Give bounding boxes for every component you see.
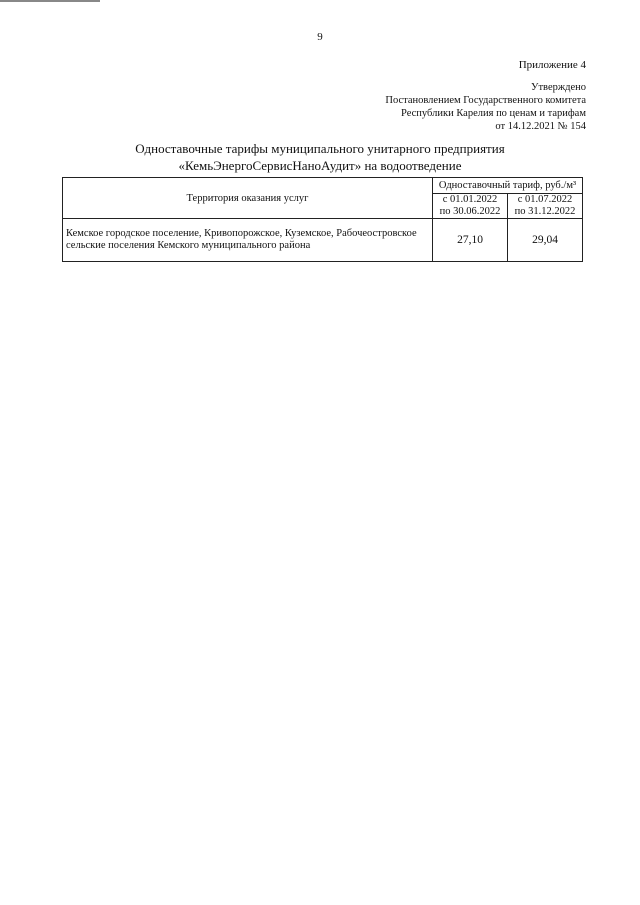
- appendix-label: Приложение 4: [518, 59, 586, 71]
- column-header-tariff: Одноставочный тариф, руб./м³: [433, 178, 583, 194]
- approval-block: [385, 81, 586, 133]
- table-row: [63, 219, 583, 262]
- period-to: по 30.06.2022: [439, 206, 501, 217]
- tariff-value-cell: 27,10: [433, 219, 508, 262]
- period-from: с 01.07.2022: [517, 194, 573, 205]
- period-header: [433, 194, 508, 219]
- scan-edge-mark: [0, 0, 100, 2]
- approval-line: Утверждено: [531, 82, 586, 93]
- period-from: с 01.01.2022: [442, 194, 498, 205]
- approval-line: Республики Карелия по ценам и тарифам: [401, 108, 586, 119]
- tariff-value-cell: 29,04: [508, 219, 583, 262]
- table-header-row: [63, 178, 583, 194]
- period-header: [508, 194, 583, 219]
- approval-line: Постановлением Государственного комитета: [385, 95, 586, 106]
- title-line: Одноставочные тарифы муниципального унитарного предприятия: [135, 141, 505, 156]
- approval-line: от 14.12.2021 № 154: [495, 121, 586, 132]
- period-to: по 31.12.2022: [514, 206, 576, 217]
- document-title: [0, 140, 640, 174]
- territory-cell: Кемское городское поселение, Кривопорожское, Куземское, Рабочеостровское сельские поселения Кемского муниципального района: [63, 219, 433, 262]
- title-line: «КемьЭнергоСервисНаноАудит» на водоотведение: [178, 158, 462, 173]
- page-number: 9: [317, 31, 323, 43]
- tariff-table: [62, 177, 583, 262]
- column-header-territory: Территория оказания услуг: [63, 178, 433, 219]
